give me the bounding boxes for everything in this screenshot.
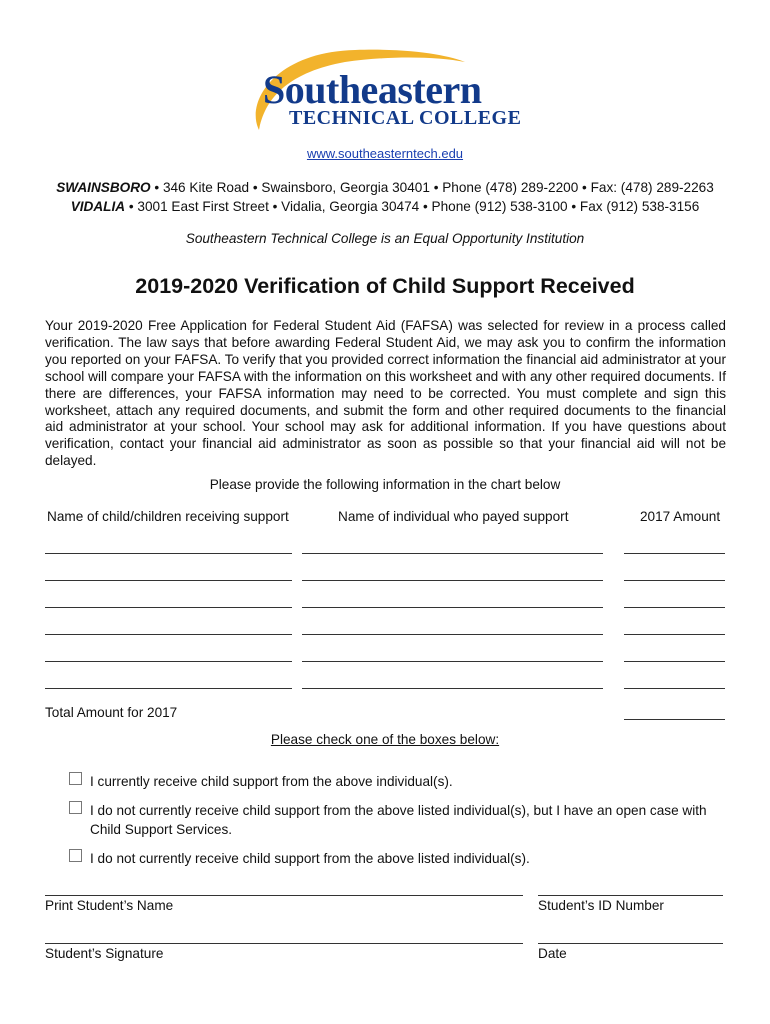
college-logo bbox=[245, 42, 535, 137]
total-amount-label: Total Amount for 2017 bbox=[45, 705, 178, 720]
student-id-label: Student’s ID Number bbox=[538, 898, 664, 913]
payer-name-field[interactable] bbox=[302, 634, 603, 635]
column-header-payer: Name of individual who payed support bbox=[338, 509, 569, 524]
date-label: Date bbox=[538, 946, 567, 961]
child-name-field[interactable] bbox=[45, 553, 292, 554]
payer-name-field[interactable] bbox=[302, 607, 603, 608]
logo-subtitle: TECHNICAL COLLEGE bbox=[289, 107, 522, 129]
equal-opportunity-statement: Southeastern Technical College is an Equal Opportunity Institution bbox=[185, 231, 585, 246]
payer-name-field[interactable] bbox=[302, 553, 603, 554]
option-2-label: I do not currently receive child support from the above listed individual(s), but I have an open case with Child Support Services. bbox=[90, 803, 707, 837]
print-name-field[interactable] bbox=[45, 895, 523, 896]
print-name-label: Print Student’s Name bbox=[45, 898, 174, 913]
child-name-field[interactable] bbox=[45, 580, 292, 581]
child-name-field[interactable] bbox=[45, 661, 292, 662]
signature-label: Student’s Signature bbox=[45, 946, 164, 961]
checkbox-instruction: Please check one of the boxes below: bbox=[270, 732, 500, 747]
amount-field[interactable] bbox=[624, 634, 725, 635]
address-vidalia bbox=[0, 199, 770, 214]
table-instruction: Please provide the following information in the chart below bbox=[209, 477, 561, 492]
child-name-field[interactable] bbox=[45, 607, 292, 608]
option-1-label: I currently receive child support from the above individual(s). bbox=[90, 774, 453, 789]
amount-field[interactable] bbox=[624, 661, 725, 662]
website-link[interactable]: www.southeasterntech.edu bbox=[306, 146, 464, 161]
page-title: 2019-2020 Verification of Child Support Received bbox=[135, 274, 635, 298]
child-name-field[interactable] bbox=[45, 688, 292, 689]
address-swainsboro bbox=[0, 180, 770, 195]
campus-name: SWAINSBORO bbox=[56, 180, 151, 195]
payer-name-field[interactable] bbox=[302, 580, 603, 581]
payer-name-field[interactable] bbox=[302, 661, 603, 662]
amount-field[interactable] bbox=[624, 607, 725, 608]
child-name-field[interactable] bbox=[45, 634, 292, 635]
intro-paragraph: Your 2019-2020 Free Application for Federal Student Aid (FAFSA) was selected for review in a process called verification. The law says that before awarding Federal Student Aid, we may ask you to confirm the information you reported on your FAFSA. To verify that you provided correct information the financial aid administrator at your school will compare your FAFSA with the information on this worksheet and with any other required documents. If there are differences, your FAFSA information may need to be corrected. You must complete and sign this worksheet, attach any required documents, and submit the form and other required documents to the financial aid administrator at your school. Your school may ask for additional information. If you have questions about verification, contact your financial aid administrator as soon as possible so that your financial aid will not be delayed. bbox=[45, 318, 726, 469]
signature-field[interactable] bbox=[45, 943, 523, 944]
total-amount-field[interactable] bbox=[624, 719, 725, 720]
option-3-label: I do not currently receive child support from the above listed individual(s). bbox=[90, 851, 530, 866]
date-field[interactable] bbox=[538, 943, 723, 944]
option-1-checkbox[interactable] bbox=[69, 772, 82, 785]
campus-name: VIDALIA bbox=[70, 199, 126, 214]
column-header-amount: 2017 Amount bbox=[640, 509, 721, 524]
amount-field[interactable] bbox=[624, 580, 725, 581]
option-2-checkbox[interactable] bbox=[69, 801, 82, 814]
amount-field[interactable] bbox=[624, 553, 725, 554]
amount-field[interactable] bbox=[624, 688, 725, 689]
payer-name-field[interactable] bbox=[302, 688, 603, 689]
address-details: • 346 Kite Road • Swainsboro, Georgia 30401 • Phone (478) 289-2200 • Fax: (478) 289-2263 bbox=[150, 180, 714, 195]
student-id-field[interactable] bbox=[538, 895, 723, 896]
option-3-checkbox[interactable] bbox=[69, 849, 82, 862]
logo-name: Southeastern bbox=[263, 67, 482, 112]
address-details: • 3001 East First Street • Vidalia, Georgia 30474 • Phone (912) 538-3100 • Fax (912) 538-3156 bbox=[125, 199, 700, 214]
column-header-child: Name of child/children receiving support bbox=[47, 509, 289, 524]
